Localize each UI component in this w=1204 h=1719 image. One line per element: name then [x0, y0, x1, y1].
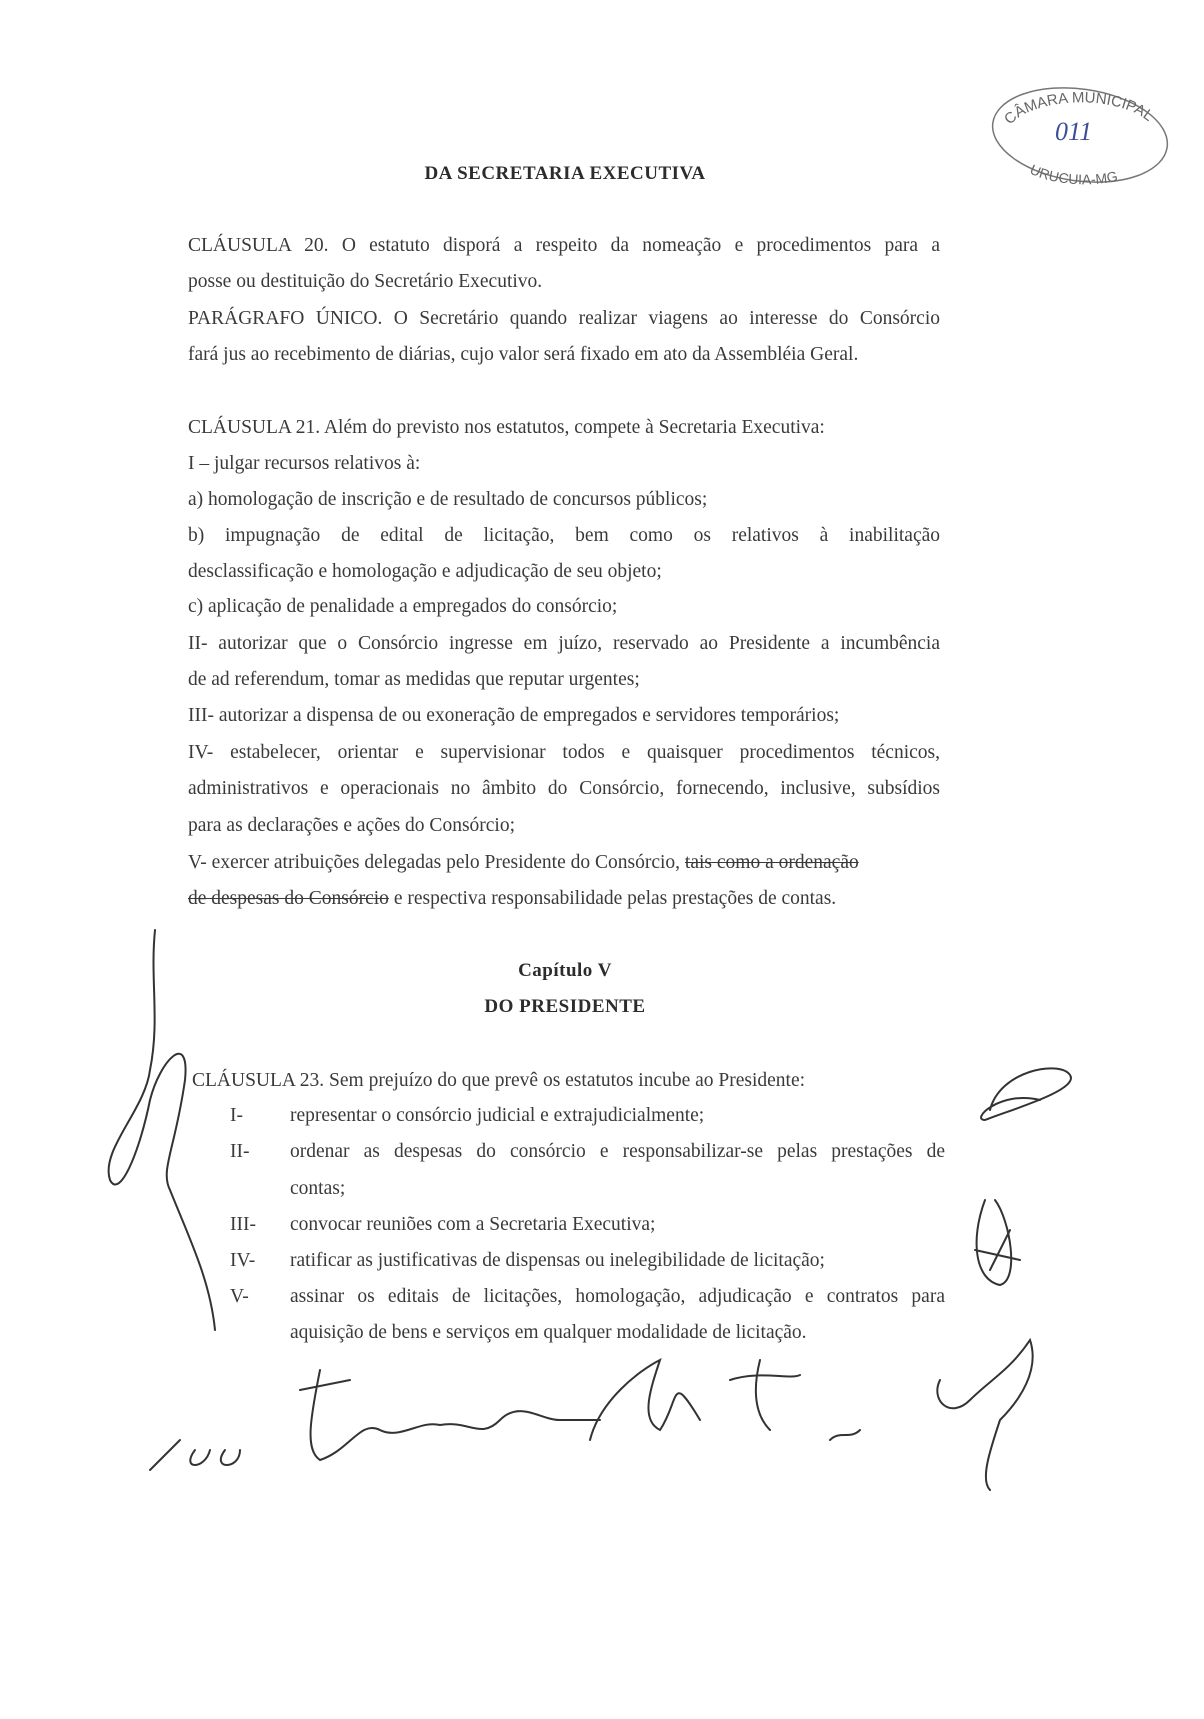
signature-bottom-1 — [150, 1440, 240, 1470]
clausula-21-line: administrativos e operacionais no âmbito do Consórcio, fornecendo, inclusive, subsídios — [188, 778, 940, 799]
item-number: II- — [230, 1141, 250, 1162]
item-number: V- — [230, 1286, 249, 1307]
clausula-21-line: II- autorizar que o Consórcio ingresse em juízo, reservado ao Presidente a incumbência — [188, 633, 940, 654]
clausula-21-line: III- autorizar a dispensa de ou exoneração de empregados e servidores temporários; — [188, 705, 840, 726]
signature-bottom-4 — [730, 1360, 860, 1440]
item-number: III- — [230, 1214, 256, 1235]
item-text: ratificar as justificativas de dispensas ou inelegibilidade de licitação; — [290, 1250, 825, 1271]
chapter-title: Capítulo V — [518, 960, 612, 981]
struck-text: de despesas do Consórcio — [188, 888, 389, 909]
svg-text:URUCUIA-MG: URUCUIA-MG — [1027, 161, 1119, 188]
svg-text:011: 011 — [1055, 117, 1093, 146]
item-number: IV- — [230, 1250, 256, 1271]
clausula-21-line: b) impugnação de edital de licitação, bem como os relativos à inabilitação — [188, 525, 940, 546]
paragrafo-unico-line: fará jus ao recebimento de diárias, cujo valor será fixado em ato da Assembléia Geral. — [188, 344, 859, 365]
section-heading: DA SECRETARIA EXECUTIVA — [424, 163, 706, 184]
clausula-21-line: de ad referendum, tomar as medidas que reputar urgentes; — [188, 669, 640, 690]
item-text: ordenar as despesas do consórcio e responsabilizar-se pelas prestações de — [290, 1141, 945, 1162]
clausula-21-line: CLÁUSULA 21. Além do previsto nos estatutos, compete à Secretaria Executiva: — [188, 417, 825, 438]
clausula-21-line: c) aplicação de penalidade a empregados do consórcio; — [188, 596, 618, 617]
item-text: aquisição de bens e serviços em qualquer modalidade de licitação. — [290, 1322, 807, 1343]
signature-right-2 — [975, 1200, 1020, 1285]
clausula-21-line: desclassificação e homologação e adjudicação de seu objeto; — [188, 561, 662, 582]
item-number: I- — [230, 1105, 243, 1126]
struck-text: tais como a ordenação — [684, 852, 859, 873]
text: e respectiva responsabilidade pelas prestações de contas. — [388, 888, 837, 909]
paragrafo-unico-line: PARÁGRAFO ÚNICO. O Secretário quando realizar viagens ao interesse do Consórcio — [188, 308, 940, 329]
signature-bottom-2 — [300, 1370, 600, 1460]
signature-bottom-5 — [937, 1340, 1032, 1490]
svg-text:CÂMARA MUNICIPAL: CÂMARA MUNICIPAL — [1000, 89, 1157, 129]
item-text: convocar reuniões com a Secretaria Executiva; — [290, 1214, 656, 1235]
clausula-21-line: para as declarações e ações do Consórcio; — [188, 815, 516, 836]
clausula-21-line: I – julgar recursos relativos à: — [188, 453, 421, 474]
chapter-subtitle: DO PRESIDENTE — [484, 996, 646, 1017]
signature-right-1 — [981, 1068, 1071, 1120]
clausula-20-line: posse ou destituição do Secretário Executivo. — [188, 271, 543, 292]
signature-left-margin — [109, 930, 215, 1330]
clausula-23-intro: CLÁUSULA 23. Sem prejuízo do que prevê os estatutos incube ao Presidente: — [192, 1070, 806, 1091]
item-text: contas; — [290, 1178, 346, 1199]
clausula-20-line: CLÁUSULA 20. O estatuto disporá a respeito da nomeação e procedimentos para a — [188, 235, 940, 256]
item-text: assinar os editais de licitações, homologação, adjudicação e contratos para — [290, 1286, 945, 1307]
text: V- exercer atribuições delegadas pelo Presidente do Consórcio, — [188, 852, 685, 873]
clausula-21-line: a) homologação de inscrição e de resultado de concursos públicos; — [188, 489, 708, 510]
signature-bottom-3 — [590, 1360, 700, 1440]
clausula-21-line: IV- estabelecer, orientar e supervisionar todos e quaisquer procedimentos técnicos, — [188, 742, 940, 763]
item-text: representar o consórcio judicial e extrajudicialmente; — [290, 1105, 705, 1126]
